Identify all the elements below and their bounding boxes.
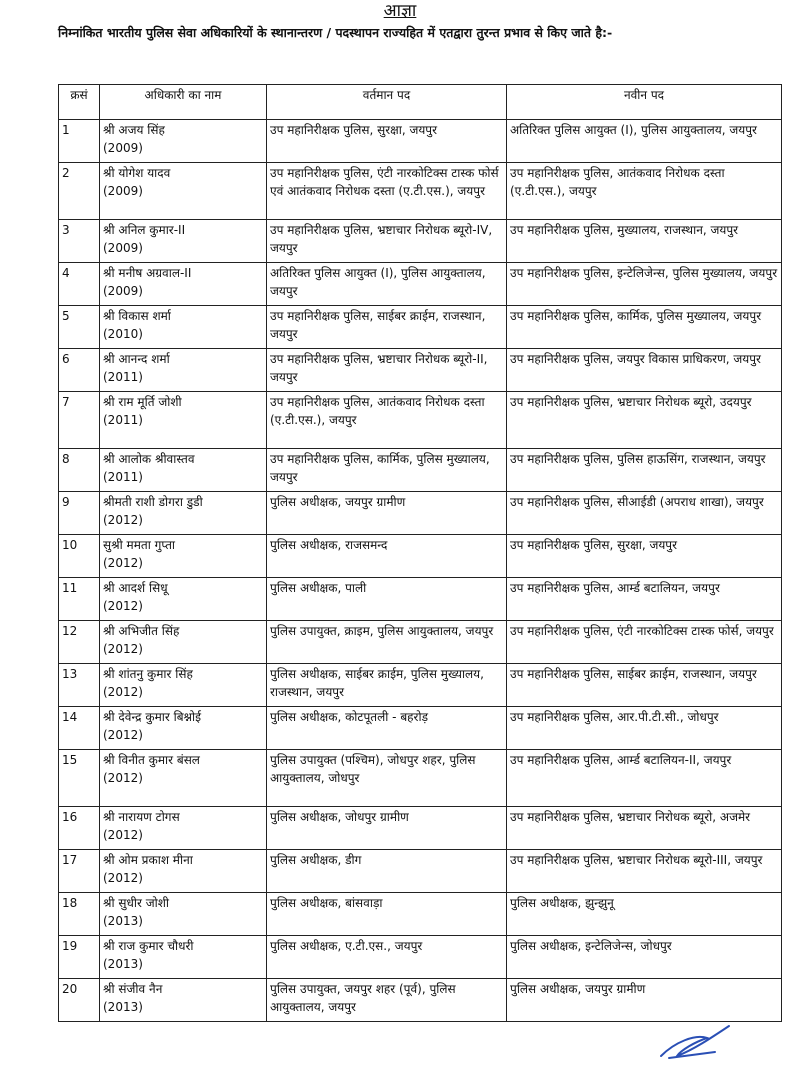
- officer-name: श्री अजय सिंह: [103, 123, 165, 137]
- column-serial: क्रसं: [59, 85, 100, 120]
- officer-name: सुश्री ममता गुप्ता: [103, 538, 176, 552]
- new-post: उप महानिरीक्षक पुलिस, जयपुर विकास प्राधिकरण, जयपुर: [507, 349, 782, 392]
- current-post: पुलिस उपायुक्त, जयपुर शहर (पूर्व), पुलिस आयुक्तालय, जयपुर: [267, 979, 507, 1022]
- officer-cell: [100, 707, 267, 750]
- officer-batch: (2011): [103, 470, 143, 484]
- officer-name: श्री अभिजीत सिंह: [103, 624, 180, 638]
- serial-number: 4: [59, 263, 100, 306]
- table-row: [59, 578, 782, 621]
- current-post: पुलिस अधीक्षक, जयपुर ग्रामीण: [267, 492, 507, 535]
- table-row: [59, 449, 782, 492]
- officer-batch: (2011): [103, 370, 143, 384]
- officer-batch: (2012): [103, 685, 143, 699]
- column-current-post: वर्तमान पद: [267, 85, 507, 120]
- officer-name: श्री ओम प्रकाश मीना: [103, 853, 193, 867]
- current-post: उप महानिरीक्षक पुलिस, एंटी नारकोटिक्स टास्क फोर्स एवं आतंकवाद निरोधक दस्ता (ए.टी.एस.), जयपुर: [267, 163, 507, 220]
- officer-name: श्री विकास शर्मा: [103, 309, 171, 323]
- officer-name: श्री शांतनु कुमार सिंह: [103, 667, 193, 681]
- table-row: [59, 120, 782, 163]
- current-post: उप महानिरीक्षक पुलिस, सुरक्षा, जयपुर: [267, 120, 507, 163]
- current-post: पुलिस अधीक्षक, डीग: [267, 850, 507, 893]
- serial-number: 14: [59, 707, 100, 750]
- table-row: [59, 492, 782, 535]
- current-post: पुलिस अधीक्षक, पाली: [267, 578, 507, 621]
- serial-number: 17: [59, 850, 100, 893]
- table-row: [59, 392, 782, 449]
- transfer-table: [58, 84, 782, 1022]
- new-post: उप महानिरीक्षक पुलिस, कार्मिक, पुलिस मुख्यालय, जयपुर: [507, 306, 782, 349]
- signature-icon: [655, 1012, 735, 1062]
- current-post: पुलिस अधीक्षक, ए.टी.एस., जयपुर: [267, 936, 507, 979]
- current-post: उप महानिरीक्षक पुलिस, साईबर क्राईम, राजस्थान, जयपुर: [267, 306, 507, 349]
- officer-batch: (2012): [103, 828, 143, 842]
- serial-number: 20: [59, 979, 100, 1022]
- current-post: उप महानिरीक्षक पुलिस, भ्रष्टाचार निरोधक ब्यूरो-IV, जयपुर: [267, 220, 507, 263]
- officer-name: श्री योगेश यादव: [103, 166, 171, 180]
- officer-name: श्रीमती राशी डोगरा डुडी: [103, 495, 203, 509]
- table-row: [59, 306, 782, 349]
- officer-batch: (2011): [103, 413, 143, 427]
- current-post: उप महानिरीक्षक पुलिस, आतंकवाद निरोधक दस्ता (ए.टी.एस.), जयपुर: [267, 392, 507, 449]
- table-row: [59, 936, 782, 979]
- new-post: पुलिस अधीक्षक, झुन्झुनू: [507, 893, 782, 936]
- serial-number: 16: [59, 807, 100, 850]
- current-post: पुलिस अधीक्षक, कोटपूतली - बहरोड़: [267, 707, 507, 750]
- officer-name: श्री राज कुमार चौधरी: [103, 939, 194, 953]
- officer-cell: [100, 492, 267, 535]
- new-post: अतिरिक्त पुलिस आयुक्त (I), पुलिस आयुक्तालय, जयपुर: [507, 120, 782, 163]
- column-new-post: नवीन पद: [507, 85, 782, 120]
- officer-name: श्री राम मूर्ति जोशी: [103, 395, 182, 409]
- column-officer-name: अधिकारी का नाम: [100, 85, 267, 120]
- new-post: उप महानिरीक्षक पुलिस, आर.पी.टी.सी., जोधपुर: [507, 707, 782, 750]
- officer-cell: [100, 893, 267, 936]
- serial-number: 2: [59, 163, 100, 220]
- new-post: उप महानिरीक्षक पुलिस, आर्म्ड बटालियन, जयपुर: [507, 578, 782, 621]
- officer-batch: (2012): [103, 871, 143, 885]
- officer-cell: [100, 349, 267, 392]
- current-post: पुलिस अधीक्षक, राजसमन्द: [267, 535, 507, 578]
- serial-number: 5: [59, 306, 100, 349]
- new-post: उप महानिरीक्षक पुलिस, पुलिस हाऊसिंग, राजस्थान, जयपुर: [507, 449, 782, 492]
- table-row: [59, 220, 782, 263]
- officer-name: श्री विनीत कुमार बंसल: [103, 753, 200, 767]
- current-post: पुलिस उपायुक्त, क्राइम, पुलिस आयुक्तालय, जयपुर: [267, 621, 507, 664]
- table-row: [59, 807, 782, 850]
- serial-number: 13: [59, 664, 100, 707]
- officer-cell: [100, 850, 267, 893]
- officer-batch: (2013): [103, 914, 143, 928]
- current-post: उप महानिरीक्षक पुलिस, कार्मिक, पुलिस मुख्यालय, जयपुर: [267, 449, 507, 492]
- table-header-row: [59, 85, 782, 120]
- officer-batch: (2012): [103, 556, 143, 570]
- officer-cell: [100, 750, 267, 807]
- page-title: आज्ञा: [383, 1, 417, 21]
- current-post: पुलिस उपायुक्त (पश्चिम), जोधपुर शहर, पुलिस आयुक्तालय, जोधपुर: [267, 750, 507, 807]
- officer-name: श्री आनन्द शर्मा: [103, 352, 170, 366]
- officer-batch: (2013): [103, 957, 143, 971]
- officer-cell: [100, 392, 267, 449]
- officer-cell: [100, 664, 267, 707]
- officer-batch: (2009): [103, 184, 143, 198]
- officer-name: श्री मनीष अग्रवाल-II: [103, 266, 192, 280]
- serial-number: 18: [59, 893, 100, 936]
- new-post: उप महानिरीक्षक पुलिस, एंटी नारकोटिक्स टास्क फोर्स, जयपुर: [507, 621, 782, 664]
- officer-batch: (2010): [103, 327, 143, 341]
- new-post: उप महानिरीक्षक पुलिस, इन्टेलिजेन्स, पुलिस मुख्यालय, जयपुर: [507, 263, 782, 306]
- officer-name: श्री आलोक श्रीवास्तव: [103, 452, 195, 466]
- officer-cell: [100, 306, 267, 349]
- officer-name: श्री संजीव नैन: [103, 982, 163, 996]
- officer-cell: [100, 621, 267, 664]
- officer-cell: [100, 263, 267, 306]
- officer-name: श्री सुधीर जोशी: [103, 896, 170, 910]
- officer-batch: (2012): [103, 599, 143, 613]
- current-post: पुलिस अधीक्षक, बांसवाड़ा: [267, 893, 507, 936]
- new-post: उप महानिरीक्षक पुलिस, भ्रष्टाचार निरोधक ब्यूरो-III, जयपुर: [507, 850, 782, 893]
- table-row: [59, 850, 782, 893]
- serial-number: 8: [59, 449, 100, 492]
- serial-number: 9: [59, 492, 100, 535]
- order-intro: निम्नांकित भारतीय पुलिस सेवा अधिकारियों के स्थानान्तरण / पदस्थापन राज्यहित में एतद्वारा तुरन्त प्रभाव से किए जाते है:-: [58, 25, 613, 40]
- table-row: [59, 893, 782, 936]
- officer-batch: (2012): [103, 771, 143, 785]
- serial-number: 19: [59, 936, 100, 979]
- serial-number: 1: [59, 120, 100, 163]
- current-post: उप महानिरीक्षक पुलिस, भ्रष्टाचार निरोधक ब्यूरो-II, जयपुर: [267, 349, 507, 392]
- current-post: पुलिस अधीक्षक, जोधपुर ग्रामीण: [267, 807, 507, 850]
- new-post: पुलिस अधीक्षक, जयपुर ग्रामीण: [507, 979, 782, 1022]
- table-row: [59, 621, 782, 664]
- new-post: उप महानिरीक्षक पुलिस, भ्रष्टाचार निरोधक ब्यूरो, अजमेर: [507, 807, 782, 850]
- current-post: अतिरिक्त पुलिस आयुक्त (I), पुलिस आयुक्तालय, जयपुर: [267, 263, 507, 306]
- serial-number: 15: [59, 750, 100, 807]
- officer-cell: [100, 220, 267, 263]
- new-post: उप महानिरीक्षक पुलिस, मुख्यालय, राजस्थान, जयपुर: [507, 220, 782, 263]
- serial-number: 3: [59, 220, 100, 263]
- serial-number: 7: [59, 392, 100, 449]
- table-row: [59, 664, 782, 707]
- officer-batch: (2012): [103, 728, 143, 742]
- new-post: उप महानिरीक्षक पुलिस, सुरक्षा, जयपुर: [507, 535, 782, 578]
- table-row: [59, 707, 782, 750]
- table-row: [59, 535, 782, 578]
- officer-batch: (2009): [103, 284, 143, 298]
- officer-batch: (2009): [103, 241, 143, 255]
- officer-batch: (2012): [103, 513, 143, 527]
- table-row: [59, 263, 782, 306]
- serial-number: 11: [59, 578, 100, 621]
- serial-number: 12: [59, 621, 100, 664]
- officer-cell: [100, 163, 267, 220]
- officer-cell: [100, 535, 267, 578]
- officer-name: श्री देवेन्द्र कुमार बिश्नोई: [103, 710, 202, 724]
- new-post: पुलिस अधीक्षक, इन्टेलिजेन्स, जोधपुर: [507, 936, 782, 979]
- serial-number: 10: [59, 535, 100, 578]
- serial-number: 6: [59, 349, 100, 392]
- new-post: उप महानिरीक्षक पुलिस, आतंकवाद निरोधक दस्ता (ए.टी.एस.), जयपुर: [507, 163, 782, 220]
- officer-cell: [100, 578, 267, 621]
- table-row: [59, 163, 782, 220]
- new-post: उप महानिरीक्षक पुलिस, आर्म्ड बटालियन-II, जयपुर: [507, 750, 782, 807]
- officer-cell: [100, 449, 267, 492]
- table-row: [59, 750, 782, 807]
- current-post: पुलिस अधीक्षक, साईबर क्राईम, पुलिस मुख्यालय, राजस्थान, जयपुर: [267, 664, 507, 707]
- officer-cell: [100, 807, 267, 850]
- officer-name: श्री अनिल कुमार-II: [103, 223, 186, 237]
- officer-batch: (2013): [103, 1000, 143, 1014]
- new-post: उप महानिरीक्षक पुलिस, सीआईडी (अपराध शाखा), जयपुर: [507, 492, 782, 535]
- table-row: [59, 349, 782, 392]
- new-post: उप महानिरीक्षक पुलिस, भ्रष्टाचार निरोधक ब्यूरो, उदयपुर: [507, 392, 782, 449]
- officer-cell: [100, 936, 267, 979]
- officer-name: श्री आदर्श सिधू: [103, 581, 168, 595]
- officer-name: श्री नारायण टोगस: [103, 810, 180, 824]
- officer-cell: [100, 979, 267, 1022]
- officer-batch: (2012): [103, 642, 143, 656]
- officer-cell: [100, 120, 267, 163]
- new-post: उप महानिरीक्षक पुलिस, साईबर क्राईम, राजस्थान, जयपुर: [507, 664, 782, 707]
- officer-batch: (2009): [103, 141, 143, 155]
